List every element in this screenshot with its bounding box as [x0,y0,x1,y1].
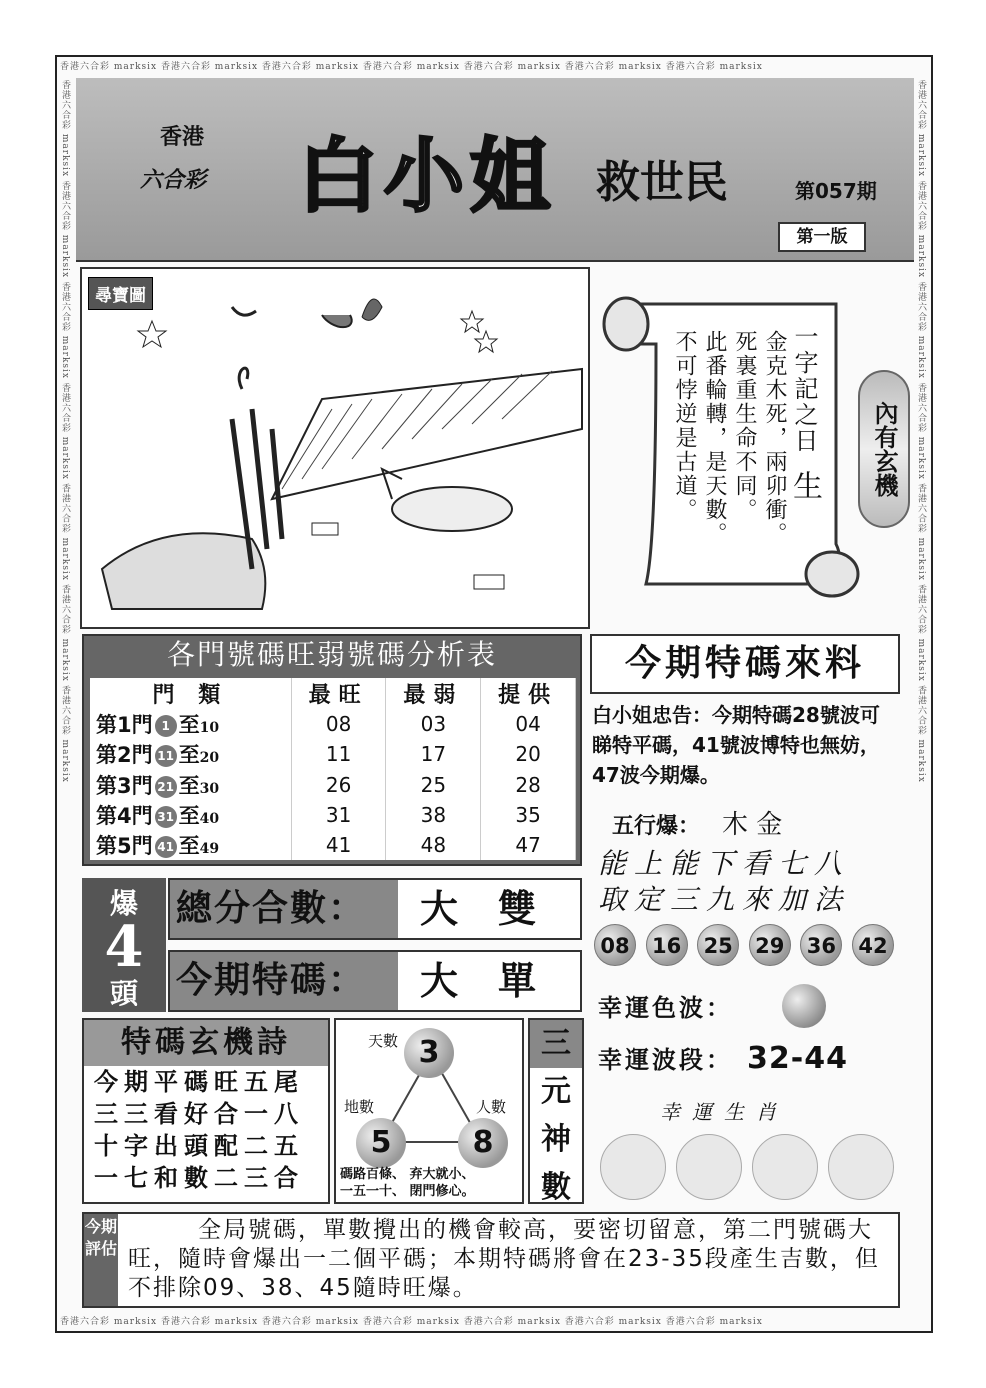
lucky-range: 幸運波段： 32-44 [598,1041,848,1076]
burst-head-badge: 爆 4 頭 [82,878,166,1012]
column-header: 最弱 [386,678,481,709]
heaven-label: 天數 [368,1032,399,1050]
min-cell: 17 [386,739,481,769]
table-row [90,739,576,769]
poem-line: 十字出頭配二五 [94,1131,304,1160]
earth-label: 地數 [344,1098,375,1116]
special-code-label: 今期特碼： [170,952,398,1010]
poem-title: 特碼玄機詩 [84,1020,328,1066]
door-cell: 第1門 1 至10 [90,709,291,739]
hidden-secret-badge: 內有玄機 [858,370,910,528]
offer-cell: 20 [481,739,576,769]
max-cell: 11 [291,739,386,769]
max-cell: 41 [291,830,386,860]
treasure-illustration [82,269,588,627]
offer-cell: 04 [481,709,576,739]
column-header: 提供 [481,678,576,709]
total-sum-value: 大雙 [420,886,577,931]
number-ball-row [594,924,894,966]
scroll-line: 金克木死，兩卯衝。 [762,330,787,546]
dragon-icon [676,1134,742,1200]
poem-line: 一七和數二三合 [94,1163,304,1192]
five-elements: 五行爆： 木 金 [612,810,783,840]
special-code-box [168,950,582,1012]
lucky-color-ball-icon [782,984,826,1028]
min-cell: 38 [386,800,481,830]
number-ball: 42 [852,924,894,966]
number-ball: 29 [749,924,791,966]
rock-icon [102,533,265,609]
max-cell: 08 [291,709,386,739]
min-cell: 25 [386,769,481,799]
five-elements-value: 木 金 [722,810,783,840]
number-ball: 16 [646,924,688,966]
border-strip-right: 香港六合彩 marksix 香港六合彩 marksix 香港六合彩 marksix 香港六合彩 marksix 香港六合彩 marksix 香港六合彩 marksix 香港六合彩 marksix [916,80,926,783]
number-ball: 36 [800,924,842,966]
lucky-color-label: 幸運色波： [598,994,733,1022]
goat-icon [752,1134,818,1200]
fence-icon [272,369,582,499]
calligraphy-text: 能上能下看七八 取定三九來加法 [598,847,851,916]
table-row [90,709,576,739]
table-header-row [90,678,576,709]
box-icon [474,575,504,589]
earth-number: 5 [356,1118,406,1168]
human-number: 8 [458,1118,508,1168]
poem-box [82,1018,330,1204]
range-start-ball: 21 [155,776,177,798]
heaven-number: 3 [404,1028,454,1078]
total-sum-box [168,878,582,940]
border-strip-bottom: 香港六合彩 marksix 香港六合彩 marksix 香港六合彩 marksix 香港六合彩 marksix 香港六合彩 marksix 香港六合彩 marksix 香港六合彩 marksix [60,1317,763,1327]
lucky-range-value: 32-44 [747,1041,848,1076]
number-ball: 25 [697,924,739,966]
total-sum-label: 總分合數： [170,880,398,938]
offer-cell: 28 [481,769,576,799]
border-strip-top: 香港六合彩 marksix 香港六合彩 marksix 香港六合彩 marksix 香港六合彩 marksix 香港六合彩 marksix 香港六合彩 marksix 香港六合彩 marksix [60,62,763,72]
min-cell: 03 [386,709,481,739]
lucky-zodiac-title: 幸運生肖 [660,1100,788,1124]
advice-text: 白小姐忠告：今期特碼28號波可睇特平碼，41號波博特也無妨，47波今期爆。 [592,703,880,787]
column-header: 門 類 [90,678,291,709]
special-code-value: 大單 [420,958,577,1003]
region-label: 香港 [160,124,205,150]
scroll-line: 不可悖逆是古道。 [672,330,697,522]
box-icon [312,523,338,535]
scroll-line: 此番輪轉，是天數。 [702,330,727,546]
issue-number: 第057期 [795,179,877,203]
review-box [82,1212,900,1308]
scroll-line: 死裏重生命不同。 [732,330,757,522]
page-title: 白小姐 [298,130,556,223]
range-start-ball: 41 [155,836,177,858]
range-start-ball: 11 [155,745,177,767]
triangle-footer: 碼路百條、 弃大就小、 一五一十、 閉門修心。 [340,1167,475,1199]
review-label: 今期評估 [84,1214,118,1306]
special-code-heading: 今期特碼來料 [590,634,900,694]
deer-icon [392,487,512,531]
door-cell: 第5門 41 至49 [90,830,291,860]
analysis-table [90,678,576,860]
edition-badge: 第一版 [778,222,866,252]
leaf-icon [362,299,382,320]
page-subtitle: 救世民 [596,157,728,208]
door-cell: 第3門 21 至30 [90,769,291,799]
treasure-picture-label: 尋寶圖 [88,277,153,310]
triangle-numbers-box [334,1018,524,1204]
column-header: 最旺 [291,678,386,709]
three-gods-box: 三 元 神 數 [528,1018,584,1204]
min-cell: 48 [386,830,481,860]
number-ball: 08 [594,924,636,966]
poem-line: 今期平碼旺五尾 [94,1067,304,1096]
table-row [90,769,576,799]
door-cell: 第4門 31 至40 [90,800,291,830]
range-start-ball: 1 [155,715,177,737]
table-row [90,800,576,830]
table-row [90,830,576,860]
offer-cell: 47 [481,830,576,860]
leaf-icon [322,315,352,327]
treasure-picture [80,267,590,629]
scroll-line: 一字記之日 [790,324,818,454]
poem-line: 三三看好合一八 [94,1099,304,1128]
analysis-table-box [82,634,582,866]
human-label: 人數 [476,1098,507,1116]
analysis-table-title: 各門號碼旺弱號碼分析表 [166,638,497,671]
dog-icon [828,1134,894,1200]
offer-cell: 35 [481,800,576,830]
scroll-line: 生 [787,470,822,502]
star-icon [461,311,483,332]
review-text: 全局號碼，單數攪出的機會較高，要密切留意，第二門號碼大旺，隨時會爆出一二個平碼；本期特碼將會在23-35段產生吉數，但不排除09、38、45隨時旺爆。 [128,1217,880,1301]
moon-icon [232,307,256,315]
lottery-label: 六合彩 [140,167,207,193]
max-cell: 26 [291,769,386,799]
max-cell: 31 [291,800,386,830]
scroll-illustration [596,284,862,614]
range-start-ball: 31 [155,806,177,828]
star-icon [475,331,497,352]
door-cell: 第2門 11 至20 [90,739,291,769]
tiger-icon [600,1134,666,1200]
star-icon [138,321,166,347]
border-strip-left: 香港六合彩 marksix 香港六合彩 marksix 香港六合彩 marksix 香港六合彩 marksix 香港六合彩 marksix 香港六合彩 marksix 香港六合彩 marksix [60,80,70,783]
